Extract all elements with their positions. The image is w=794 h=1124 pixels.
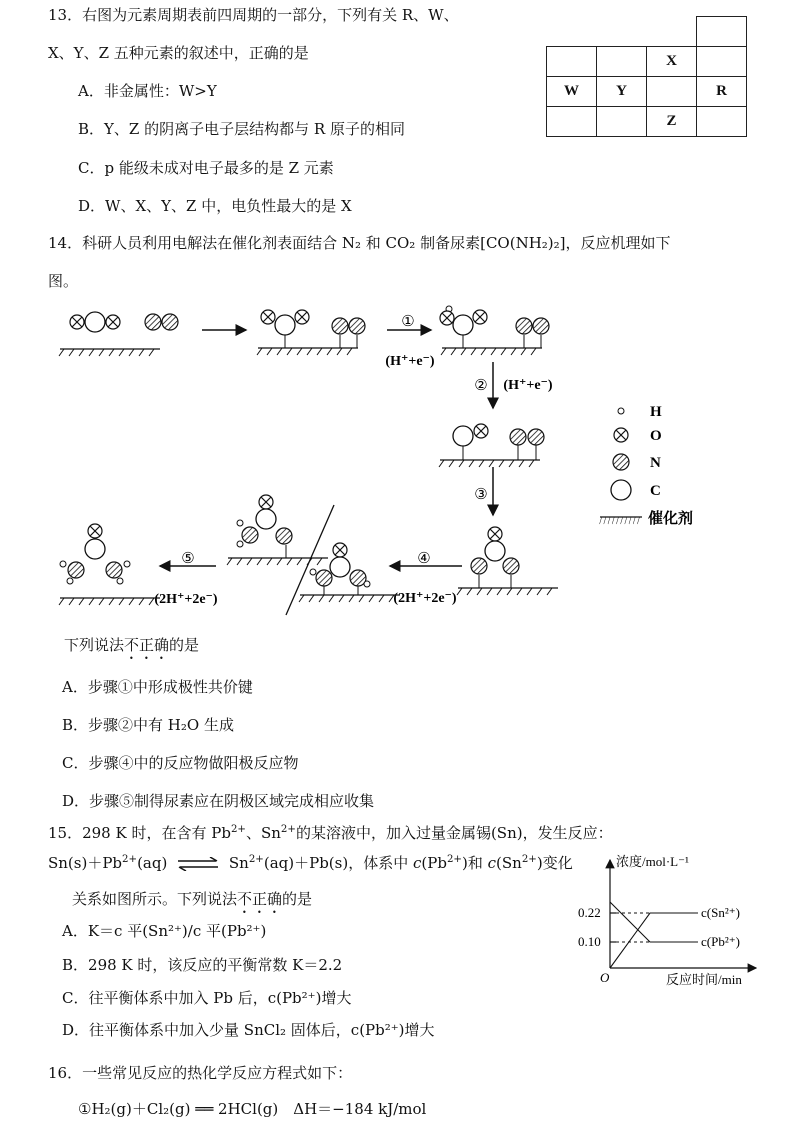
- q14-option-a: A．步骤①中形成极性共价键: [62, 678, 253, 696]
- legend-n: N: [650, 455, 661, 471]
- legend-catalyst: 催化剂: [648, 511, 694, 527]
- mechanism-diagram: [0, 295, 794, 625]
- q14-stem-line2: 图。: [48, 272, 79, 290]
- urea-product: [59, 524, 160, 605]
- step4-reagent: (2H⁺+2e⁻): [393, 591, 457, 606]
- step4-label: ④: [417, 551, 431, 567]
- legend-o: O: [650, 428, 662, 444]
- stage0-n2-molecule: [145, 314, 178, 330]
- q14-option-c: C．步骤④中的反应物做阳极反应物: [62, 754, 299, 772]
- q15-option-d: D．往平衡体系中加入少量 SnCl₂ 固体后，c(Pb²⁺)增大: [62, 1021, 435, 1039]
- pt-cell-y: Y: [597, 77, 647, 107]
- pt-cell-w: W: [547, 77, 597, 107]
- q15-stem-line3: 关系如图所示。下列说法不正确的是: [72, 890, 313, 908]
- q13-stem-line1: 13．右图为元素周期表前四周期的一部分，下列有关 R、W、: [48, 6, 459, 24]
- q14-question: 下列说法不正确的是: [64, 636, 200, 654]
- step5-reagent: (2H⁺+2e⁻): [154, 592, 218, 607]
- legend-c: C: [650, 483, 661, 499]
- q13-option-b: B．Y、Z 的阴离子电子层结构都与 R 原子的相同: [78, 120, 405, 138]
- pb2-curve: [610, 902, 698, 942]
- pt-cell-empty: [697, 17, 747, 47]
- q15-stem-line1: 15．298 K 时，在含有 $Pb^{2+}$、$Sn^{2+}$的某溶液中，加入过量金属锡(Sn)，发生反应：: [48, 824, 613, 842]
- stage0-co2-molecule: [70, 312, 120, 332]
- q13-option-a: A．非金属性：W>Y: [78, 82, 217, 100]
- pt-cell-r: R: [697, 77, 747, 107]
- stage4-adsorbed: [457, 527, 558, 595]
- graph-xlabel: 反应时间/min: [666, 972, 742, 987]
- q14-stem-line1: 14．科研人员利用电解法在催化剂表面结合 N₂ 和 CO₂ 制备尿素[CO(NH₂)₂]，反应机理如下: [48, 234, 671, 252]
- step1-reagent: (H⁺+e⁻): [385, 354, 435, 369]
- equilibrium-arrows: [176, 857, 220, 871]
- legend-h: H: [650, 404, 662, 420]
- concentration-time-graph: [570, 850, 770, 990]
- legend: [600, 404, 693, 527]
- step2-label: ②: [474, 378, 488, 394]
- stage2-adsorbed: [440, 306, 549, 355]
- q13-stem-line2: X、Y、Z 五种元素的叙述中，正确的是: [48, 44, 309, 62]
- q14-option-b: B．步骤②中有 H₂O 生成: [62, 716, 234, 734]
- stage3-adsorbed: [439, 424, 544, 467]
- graph-tick-010: 0.10: [578, 934, 601, 949]
- graph-ylabel: 浓度/mol·L⁻¹: [616, 854, 689, 869]
- periodic-table-fragment: [546, 16, 747, 137]
- pt-cell-x: X: [647, 47, 697, 77]
- step2-reagent: (H⁺+e⁻): [503, 378, 553, 393]
- graph-origin: O: [600, 970, 610, 985]
- q14-option-d: D．步骤⑤制得尿素应在阴极区域完成相应收集: [62, 792, 375, 810]
- step1-label: ①: [401, 314, 415, 330]
- q15-option-c: C．往平衡体系中加入 Pb 后，c(Pb²⁺)增大: [62, 989, 352, 1007]
- q13-option-c: C．p 能级未成对电子最多的是 Z 元素: [78, 159, 334, 177]
- q15-equation-line: $Sn(s)+Pb^{2+}(aq)$ $Sn^{2+}(aq)+Pb(s)$，体系中 $c(Pb^{2+})$和 $c(Sn^{2+})$变化: [48, 854, 573, 872]
- sn2-curve: [610, 913, 698, 968]
- q16-stem: 16．一些常见反应的热化学反应方程式如下：: [48, 1064, 353, 1082]
- graph-sn-label: c(Sn²⁺): [701, 905, 740, 920]
- q16-equation-1: ①H₂(g)＋Cl₂(g) ══ 2HCl(g) ΔH＝−184 kJ/mol: [78, 1100, 427, 1118]
- step5-label: ⑤: [181, 551, 195, 567]
- q15-option-a: A．K＝c 平(Sn²⁺)/c 平(Pb²⁺): [62, 922, 267, 940]
- q15-option-b: B．298 K 时，该反应的平衡常数 K＝2.2: [62, 956, 343, 974]
- graph-tick-022: 0.22: [578, 905, 601, 920]
- stage1-adsorbed: [257, 310, 365, 355]
- q13-option-d: D．W、X、Y、Z 中，电负性最大的是 X: [78, 197, 352, 215]
- step3-label: ③: [474, 487, 488, 503]
- pt-cell-z: Z: [647, 107, 697, 137]
- graph-pb-label: c(Pb²⁺): [701, 934, 740, 949]
